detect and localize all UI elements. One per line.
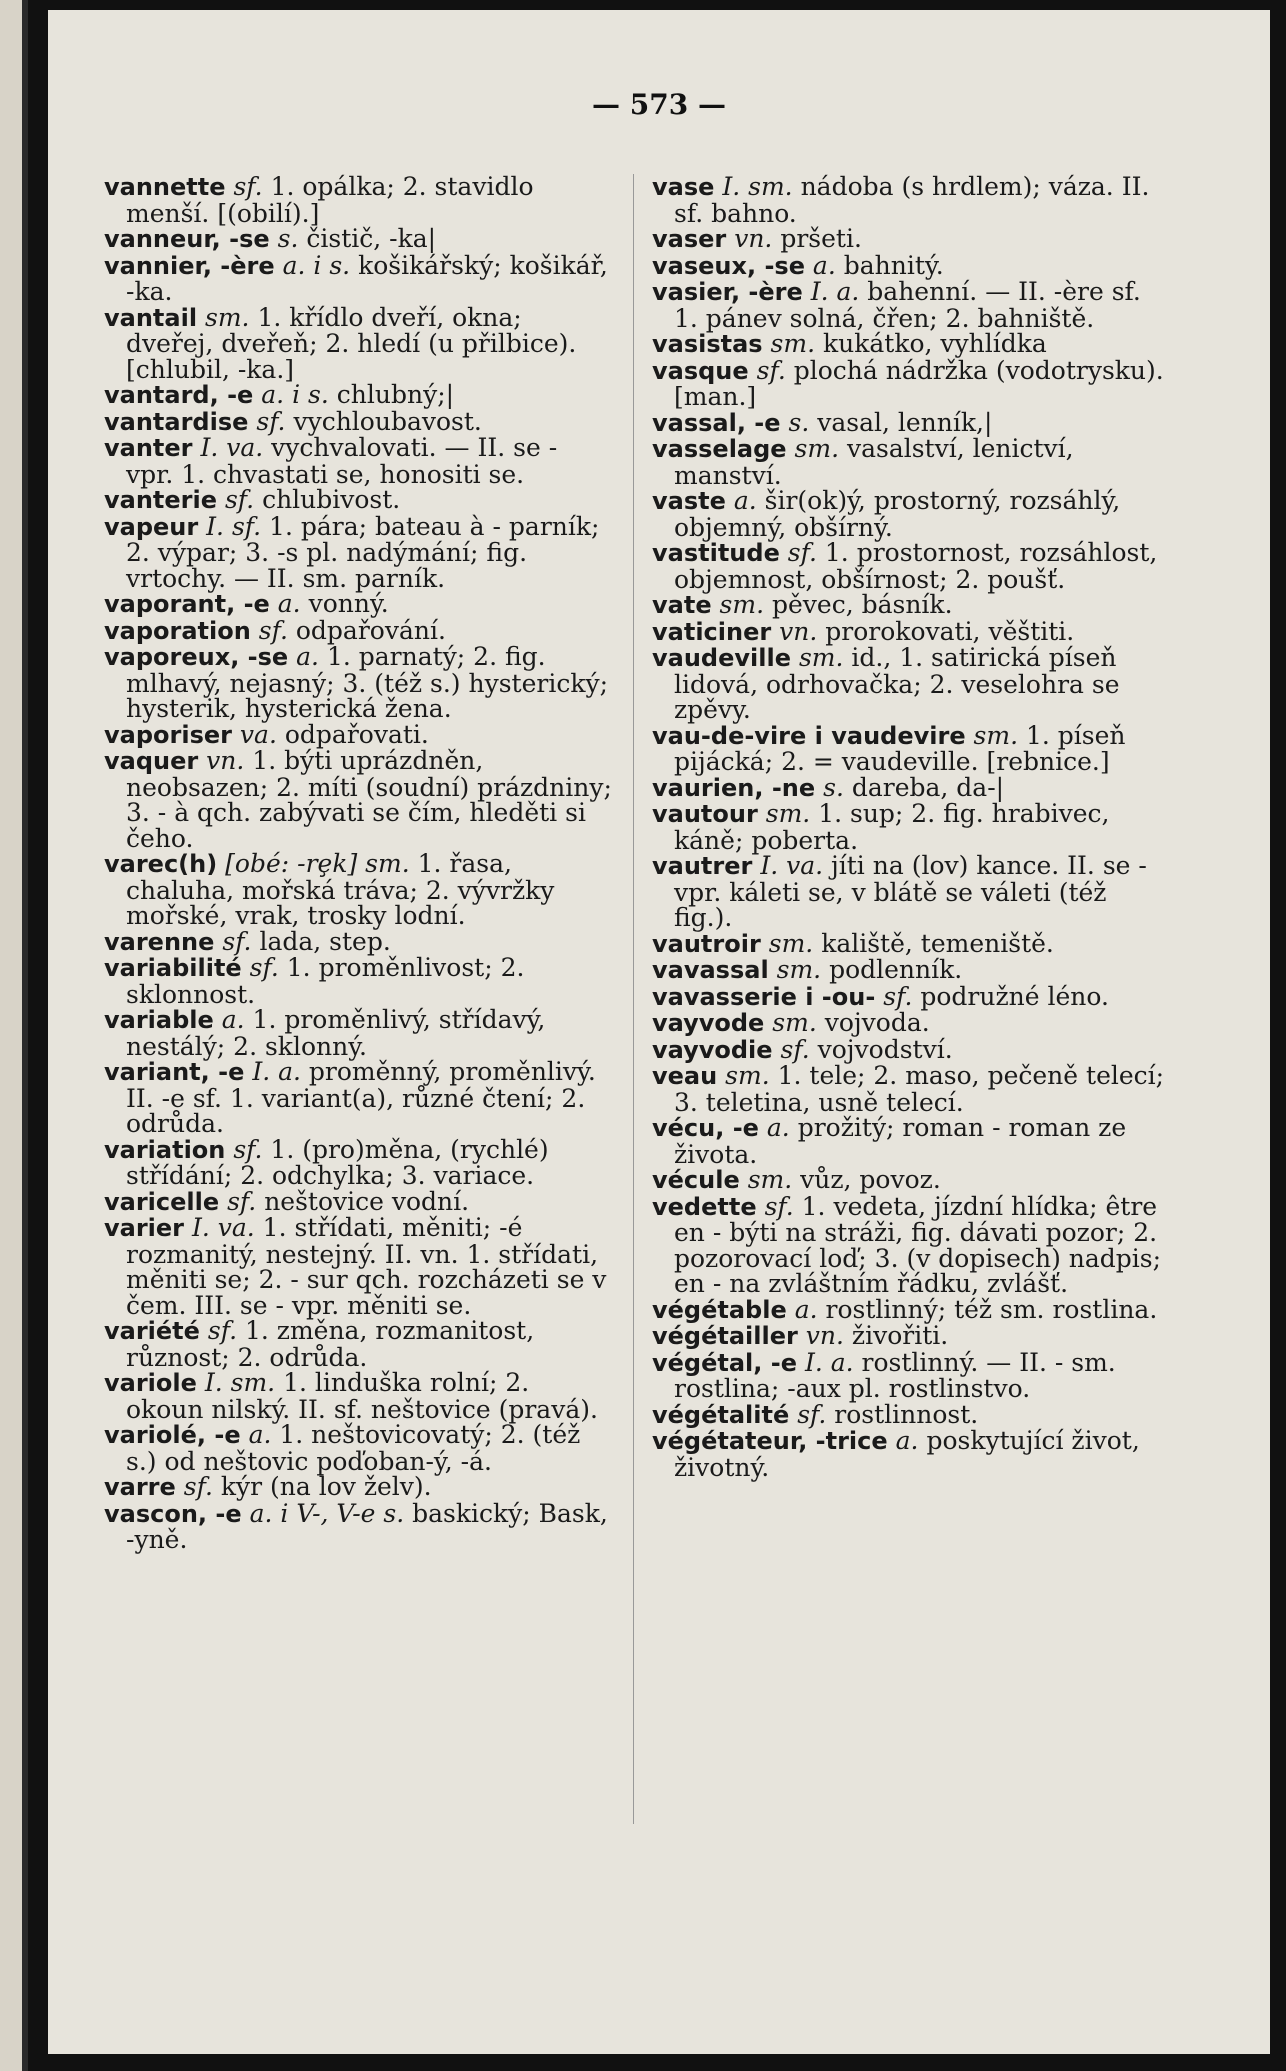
- grammar-label: sf.: [233, 1134, 263, 1164]
- dictionary-entry: [104, 955, 612, 1007]
- dictionary-entry: [104, 406, 612, 436]
- headword: végétal, -e: [652, 1348, 797, 1377]
- definition-text: kaliště, temeniště.: [821, 928, 1054, 958]
- definition-text: 1. proměnlivý, střídavý, nestálý; 2. sklonný.: [126, 1005, 546, 1061]
- headword: vautroir: [652, 929, 761, 958]
- grammar-label: I. sm.: [722, 172, 793, 201]
- definition-text: lada, step.: [259, 926, 391, 956]
- dictionary-entry: [104, 1422, 612, 1474]
- definition-text: kukátko, vyhlídka: [822, 329, 1047, 358]
- headword: vaquer: [104, 747, 199, 775]
- dictionary-entry: [104, 851, 612, 929]
- headword: vaticiner: [652, 617, 772, 646]
- grammar-label: sm.: [765, 799, 811, 828]
- definition-text: 1. parnatý; 2. fig. mlhavý, nejasný; 3. (též s.) hysterický; hysterik, hysterická žena.: [126, 642, 609, 723]
- definition-text: 1. střídati, měniti; -é rozmanitý, nestejný. II. vn. 1. střídati, měniti se; 2. - sur qch. rozcházeti se v čem. III. se - vpr. měniti se.: [126, 1213, 607, 1320]
- headword: vécu, -e: [652, 1114, 759, 1142]
- dictionary-entry: [652, 1323, 1167, 1350]
- definition-text: rostlinný. — II. - sm. rostlina; -aux pl. rostlinstvo.: [674, 1347, 1116, 1403]
- definition-text: 1. (pro)měna, (rychlé) střídání; 2. odchylka; 3. variace.: [126, 1134, 549, 1190]
- definition-text: 1. býti uprázdněn, neobsazen; 2. míti (soudní) prázdniny; 3. - à qch. zabývati se čím, hleděti si čeho.: [126, 746, 612, 853]
- grammar-label: sf.: [222, 926, 252, 956]
- headword: variation: [104, 1135, 226, 1164]
- definition-text: baskický; Bask, -yně.: [126, 1498, 608, 1554]
- headword: vannette: [104, 173, 226, 201]
- grammar-label: a.: [766, 1113, 790, 1142]
- dictionary-entry: [104, 435, 612, 487]
- grammar-label: va.: [239, 719, 277, 749]
- dictionary-entry: [652, 436, 1167, 488]
- headword: vanter: [104, 434, 193, 462]
- headword: végétailler: [652, 1322, 798, 1350]
- grammar-label: a.: [221, 1005, 245, 1034]
- definition-text: vůz, povoz.: [800, 1165, 941, 1194]
- definition-text: 1. tele; 2. maso, pečeně telecí; 3. teletina, usně telecí.: [674, 1061, 1165, 1117]
- headword: vedette: [652, 1192, 757, 1221]
- dictionary-entry: [652, 645, 1167, 723]
- headword: veau: [652, 1062, 718, 1090]
- definition-text: 1. pára; bateau à - parník; 2. výpar; 3. -s pl. nadýmání; fig. vrtochy. — II. sm. parník.: [126, 511, 600, 593]
- grammar-label: vn.: [779, 616, 818, 646]
- headword: végétable: [652, 1295, 787, 1324]
- definition-text: šir(ok)ý, prostorný, rozsáhlý, objemný, obšírný.: [674, 486, 1121, 542]
- grammar-label: sf.: [233, 172, 263, 201]
- grammar-label: sf.: [249, 953, 279, 982]
- headword: vayvode: [652, 1009, 765, 1037]
- dictionary-entry: [104, 591, 612, 618]
- definition-text: 1. prostornost, rozsáhlost, objemnost, obšírnost; 2. poušť.: [674, 538, 1158, 594]
- column-divider: [633, 174, 634, 1824]
- definition-text: prožitý; roman - roman ze života.: [674, 1113, 1127, 1169]
- grammar-label: a. i s.: [261, 380, 329, 409]
- definition-text: 1. proměnlivost; 2. sklonnost.: [126, 953, 525, 1009]
- headword: varicelle: [104, 1187, 220, 1216]
- dictionary-entry: [652, 616, 1167, 646]
- definition-text: id., 1. satirická píseň lidová, odrhovačka; 2. veselohra se zpěvy.: [674, 643, 1120, 724]
- definition-text: 1. vedeta, jízdní hlídka; être en - býti na stráži, fig. dávati pozor; 2. pozorovací loď; 3. (v dopisech) nadpis; en - na zvláštním řádku, zvlášť.: [674, 1191, 1162, 1298]
- dictionary-entry: [104, 615, 612, 645]
- dictionary-entry: [652, 1191, 1167, 1298]
- headword: variable: [104, 1006, 214, 1034]
- headword: vasistas: [652, 330, 763, 358]
- dictionary-entry: [104, 382, 612, 409]
- headword: vautrer: [652, 852, 753, 880]
- grammar-label: a. i V-, V-e s.: [249, 1498, 405, 1528]
- definition-text: odpařování.: [295, 615, 446, 645]
- grammar-label: sf.: [258, 615, 288, 645]
- dictionary-entry: [104, 1007, 612, 1059]
- dictionary-entry: [104, 1059, 612, 1137]
- dictionary-entry: [652, 1399, 1167, 1429]
- headword: vasselage: [652, 435, 787, 463]
- grammar-label: I. va.: [760, 851, 824, 880]
- definition-text: bahenní. — II. -ère sf. 1. pánev solná, čřen; 2. bahniště.: [674, 277, 1141, 333]
- grammar-label: sm.: [205, 302, 250, 332]
- grammar-label: a.: [895, 1426, 919, 1455]
- headword: vanterie: [104, 486, 218, 514]
- headword: varenne: [104, 927, 215, 956]
- dictionary-entry: [652, 772, 1167, 802]
- dictionary-entry: [652, 592, 1167, 619]
- grammar-label: a.: [296, 642, 319, 671]
- left-column: [104, 174, 612, 1553]
- definition-text: 1. řasa, chaluha, mořská tráva; 2. vývržky mořské, vrak, trosky lodní.: [126, 849, 555, 930]
- definition-text: odpařovati.: [284, 719, 429, 749]
- grammar-label: sm.: [798, 643, 844, 672]
- definition-text: podružné léno.: [920, 981, 1109, 1011]
- dictionary-entry: [652, 720, 1167, 776]
- grammar-label: sf.: [224, 485, 255, 514]
- definition-text: chlubný;|: [336, 380, 455, 409]
- definition-text: plochá nádržka (vodotrysku). [man.]: [674, 355, 1164, 411]
- grammar-label: a.: [794, 1294, 818, 1324]
- grammar-label: a.: [248, 1420, 272, 1449]
- dictionary-entry: [652, 407, 1167, 437]
- grammar-label: vn.: [206, 746, 245, 775]
- headword: vanneur, -se: [104, 225, 270, 253]
- definition-text: 1. píseň pijácká; 2. = vaudeville. [rebnice.]: [674, 720, 1126, 776]
- grammar-label: sf.: [207, 1316, 238, 1345]
- dictionary-entry: [104, 748, 612, 851]
- dictionary-entry: [652, 1294, 1167, 1324]
- headword: vaseux, -se: [652, 251, 805, 280]
- definition-text: chlubivost.: [262, 485, 401, 514]
- headword: vau-de-vire i vaudevire: [652, 721, 966, 750]
- grammar-label: sf.: [256, 406, 286, 436]
- definition-text: vasalství, lenictví, manství.: [674, 434, 1074, 490]
- grammar-label: a.: [277, 589, 301, 618]
- grammar-label: s.: [823, 772, 844, 802]
- dictionary-entry: [104, 1474, 612, 1501]
- dictionary-entry: [652, 540, 1167, 592]
- definition-text: košikářský; košikář, -ka.: [126, 250, 608, 306]
- headword: varier: [104, 1214, 185, 1242]
- definition-text: 1. změna, rozmanitost, různost; 2. odrůda.: [126, 1316, 535, 1372]
- grammar-label: I. va.: [191, 1213, 255, 1242]
- definition-text: pěvec, básník.: [771, 590, 953, 619]
- headword: variole: [104, 1369, 197, 1397]
- dictionary-entry: [104, 1134, 612, 1190]
- dictionary-entry: [104, 926, 612, 956]
- definition-text: kýr (na lov želv).: [220, 1472, 432, 1501]
- headword: vavassal: [652, 956, 769, 984]
- page-number: — 573 —: [592, 88, 726, 121]
- definition-text: prorokovati, věštiti.: [825, 616, 1075, 646]
- headword: vaste: [652, 487, 726, 515]
- definition-text: nádoba (s hrdlem); váza. II. sf. bahno.: [674, 172, 1150, 228]
- grammar-label: a. i s.: [282, 250, 351, 280]
- headword: variolé, -e: [104, 1421, 241, 1449]
- dictionary-entry: [104, 1370, 612, 1422]
- dictionary-entry: [104, 174, 612, 226]
- grammar-label: sf.: [797, 1399, 827, 1429]
- grammar-label: [obé: -rȩk] sm.: [225, 849, 410, 878]
- dictionary-entry: [104, 226, 612, 253]
- dictionary-entry: [104, 1498, 612, 1554]
- grammar-label: I. a.: [804, 1347, 854, 1377]
- dictionary-entry: [104, 644, 612, 722]
- headword: vapeur: [104, 512, 199, 541]
- grammar-label: s.: [277, 224, 299, 253]
- dictionary-entry: [652, 1167, 1167, 1194]
- headword: varec(h): [104, 850, 218, 878]
- adjacent-page-edge: [0, 0, 28, 2071]
- definition-text: 1. neštovicovatý; 2. (též s.) od neštovic poďoban-ý, -á.: [126, 1420, 581, 1476]
- definition-text: neštovice vodní.: [264, 1186, 470, 1216]
- grammar-label: I. a.: [810, 277, 860, 306]
- dictionary-entry: [104, 511, 612, 593]
- definition-text: živořiti.: [851, 1321, 949, 1350]
- headword: vascon, -e: [104, 1499, 242, 1528]
- headword: vate: [652, 591, 712, 619]
- grammar-label: I. sm.: [204, 1368, 276, 1397]
- grammar-label: sm.: [768, 928, 814, 958]
- grammar-label: sm.: [747, 1165, 793, 1194]
- definition-text: jíti na (lov) kance. II. se - vpr. káleti se, v blátě se váleti (též fig.).: [674, 851, 1147, 932]
- dictionary-entry: [652, 488, 1167, 540]
- headword: vaporiser: [104, 720, 232, 749]
- dictionary-entry: [652, 957, 1167, 984]
- dictionary-entry: [652, 853, 1167, 931]
- definition-text: podlenník.: [829, 955, 963, 984]
- grammar-label: sm.: [719, 590, 765, 619]
- definition-text: poskytující život, životný.: [674, 1426, 1140, 1482]
- grammar-label: s.: [788, 407, 810, 437]
- headword: vannier, -ère: [104, 251, 275, 280]
- dictionary-entry: [652, 331, 1167, 358]
- grammar-label: sf.: [883, 981, 913, 1011]
- headword: végétateur, -trice: [652, 1427, 888, 1455]
- grammar-label: I. a.: [252, 1057, 301, 1086]
- grammar-label: sf.: [227, 1186, 257, 1216]
- definition-text: vychloubavost.: [293, 406, 482, 436]
- grammar-label: I. va.: [200, 433, 264, 462]
- headword: vantard, -e: [104, 381, 254, 409]
- grammar-label: sm.: [725, 1061, 770, 1090]
- headword: variété: [104, 1317, 200, 1345]
- dictionary-entry: [652, 226, 1167, 253]
- grammar-label: sf.: [764, 1191, 794, 1221]
- headword: vase: [652, 173, 715, 201]
- definition-text: bahnitý.: [843, 250, 944, 280]
- dictionary-page: [48, 10, 1270, 2054]
- dictionary-entry: [104, 487, 612, 514]
- dictionary-entry: [652, 250, 1167, 280]
- dictionary-entry: [652, 279, 1167, 331]
- definition-text: vojvodství.: [817, 1034, 953, 1064]
- headword: vaudeville: [652, 644, 791, 672]
- headword: variabilité: [104, 954, 242, 982]
- headword: vaporeux, -se: [104, 643, 289, 671]
- definition-text: vychvalovati. — II. se - vpr. 1. chvastati se, honositi se.: [126, 433, 558, 489]
- grammar-label: sf.: [780, 1034, 810, 1064]
- headword: vasier, -ère: [652, 278, 803, 306]
- grammar-label: sf.: [756, 355, 786, 385]
- grammar-label: vn.: [805, 1321, 844, 1350]
- grammar-label: vn.: [734, 224, 773, 253]
- dictionary-entry: [652, 355, 1167, 411]
- definition-text: proměnný, proměnlivý. II. -e sf. 1. variant(a), různé čtení; 2. odrůda.: [126, 1057, 596, 1138]
- dictionary-entry: [104, 1318, 612, 1370]
- headword: vécule: [652, 1166, 740, 1194]
- definition-text: čistič, -ka|: [306, 224, 437, 253]
- headword: végétalité: [652, 1400, 790, 1429]
- headword: vastitude: [652, 539, 780, 567]
- grammar-label: sm.: [794, 434, 840, 463]
- definition-text: dareba, da-|: [851, 772, 1005, 802]
- grammar-label: a.: [812, 250, 836, 280]
- grammar-label: sf.: [183, 1472, 213, 1501]
- headword: vaurien, -ne: [652, 773, 816, 802]
- headword: vasque: [652, 356, 749, 385]
- definition-text: pršeti.: [780, 224, 862, 253]
- dictionary-entry: [652, 1428, 1167, 1480]
- dictionary-entry: [652, 1010, 1167, 1037]
- headword: vautour: [652, 800, 758, 828]
- definition-text: vonný.: [308, 589, 389, 618]
- grammar-label: sf.: [787, 538, 817, 567]
- headword: vaporant, -e: [104, 590, 270, 618]
- headword: variant, -e: [104, 1058, 245, 1086]
- dictionary-entry: [652, 981, 1167, 1011]
- dictionary-entry: [104, 1186, 612, 1216]
- dictionary-entry: [652, 174, 1167, 226]
- headword: vavasserie i -ou-: [652, 982, 876, 1011]
- headword: vaser: [652, 225, 727, 253]
- definition-text: rostlinný; též sm. rostlina.: [825, 1294, 1158, 1324]
- dictionary-entry: [104, 719, 612, 749]
- definition-text: 1. opálka; 2. stavidlo menší. [(obilí).]: [126, 172, 534, 228]
- dictionary-entry: [652, 1347, 1167, 1403]
- grammar-label: sm.: [776, 955, 822, 984]
- grammar-label: a.: [733, 486, 757, 515]
- dictionary-entry: [652, 1115, 1167, 1167]
- headword: vayvodie: [652, 1035, 773, 1064]
- definition-text: 1. křídlo dveří, okna; dveřej, dveřeň; 2. hledí (u přilbice). [chlubil, -ka.]: [126, 302, 577, 384]
- definition-text: 1. sup; 2. fig. hrabivec, káně; poberta.: [674, 799, 1110, 855]
- dictionary-entry: [104, 1215, 612, 1318]
- headword: vassal, -e: [652, 408, 781, 437]
- headword: vaporation: [104, 616, 251, 645]
- grammar-label: sm.: [772, 1008, 817, 1037]
- dictionary-entry: [652, 928, 1167, 958]
- dictionary-entry: [104, 250, 612, 306]
- dictionary-entry: [652, 801, 1167, 853]
- dictionary-entry: [104, 302, 612, 384]
- right-column: [652, 174, 1167, 1480]
- definition-text: rostlinnost.: [834, 1399, 979, 1429]
- dictionary-entry: [652, 1034, 1167, 1064]
- grammar-label: sm.: [770, 329, 816, 358]
- grammar-label: I. sf.: [206, 511, 262, 541]
- definition-text: vasal, lenník,|: [817, 407, 993, 437]
- headword: vantail: [104, 303, 198, 332]
- definition-text: 1. linduška rolní; 2. okoun nilský. II. sf. neštovice (pravá).: [126, 1368, 598, 1424]
- headword: varre: [104, 1473, 176, 1501]
- grammar-label: sm.: [973, 720, 1019, 750]
- headword: vantardise: [104, 407, 249, 436]
- definition-text: vojvoda.: [824, 1008, 930, 1037]
- dictionary-entry: [652, 1063, 1167, 1115]
